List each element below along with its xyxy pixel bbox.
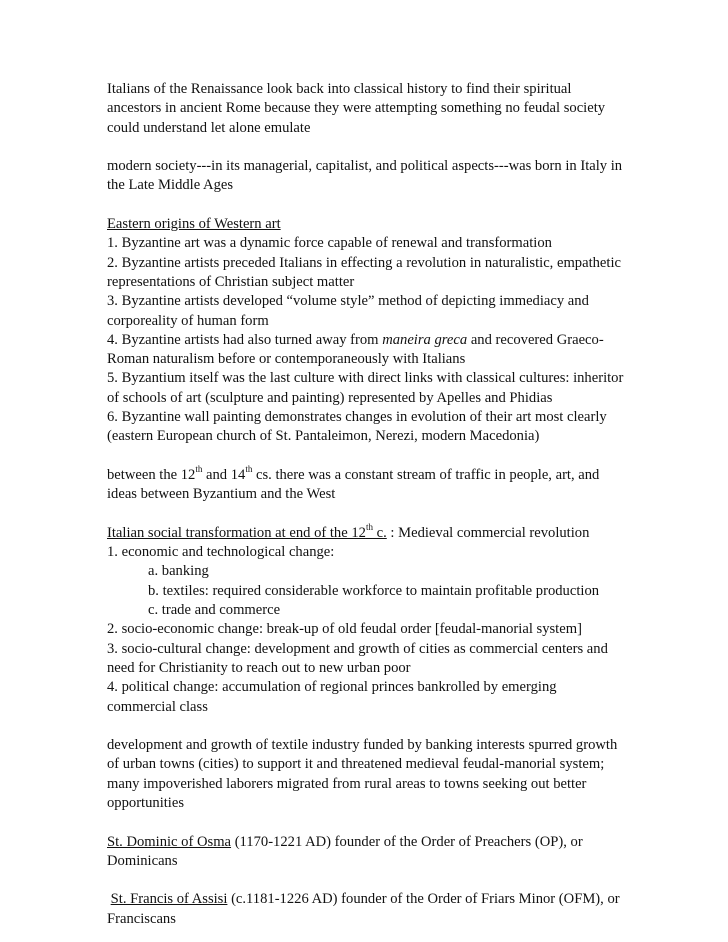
superscript-th: th — [365, 521, 373, 532]
italian-item-2: 2. socio-economic change: break-up of old feudal order [feudal-manorial system] — [107, 621, 582, 638]
eastern-item-5: 5. Byzantium itself was the last culture with direct links with classical cultures: inheritor of schools of art (sculpture and painting) represented by Apelles and Phidias — [107, 370, 624, 406]
document-page — [107, 80, 627, 929]
eastern-origins-heading: Eastern origins of Western art — [107, 216, 281, 233]
eastern-item-1: 1. Byzantine art was a dynamic force capable of renewal and transformation — [107, 235, 552, 252]
eastern-item-2: 2. Byzantine artists preceded Italians in effecting a revolution in naturalistic, empathetic representations of Christian subject matter — [107, 254, 621, 290]
traffic-text-1: between the 12 — [107, 466, 196, 483]
francis-paragraph — [107, 890, 627, 929]
eastern-item-4-text: 4. Byzantine artists had also turned away from — [107, 331, 383, 348]
dominic-paragraph — [107, 833, 627, 872]
textile-paragraph: development and growth of textile industry funded by banking interests spurred growth of urban towns (cities) to support it and threatened medieval feudal-manorial system; many impoverished laborers migrated from rural areas to towns seeking out better opportunities — [107, 737, 618, 811]
italian-item-3: 3. socio-cultural change: development and growth of cities as commercial centers and need for Christianity to reach out to new urban poor — [107, 640, 608, 676]
traffic-text-2: and 14 — [202, 466, 246, 483]
italian-heading-text: Italian social transformation at end of the 12 — [107, 524, 366, 541]
intro-paragraph: Italians of the Renaissance look back into classical history to find their spiritual ancestors in ancient Rome because they were attempting something no feudal society could understand let alone emulate — [107, 81, 606, 136]
italian-sub-c: c. trade and commerce — [148, 602, 281, 619]
traffic-text-3: cs. there was a constant stream of traffic in people, art, and ideas between Byzantium and the West — [107, 466, 600, 503]
italian-sub-b: b. textiles: required considerable workforce to maintain profitable production — [148, 582, 600, 599]
eastern-item-4-rest: and recovered Graeco-Roman naturalism before or contemporaneously with Italians — [107, 331, 604, 368]
dominic-description: (1170-1221 AD) founder of the Order of Preachers (OP), or Dominicans — [107, 833, 583, 869]
maneira-greca-term: maneira greca — [382, 331, 468, 348]
italian-heading-rest: : Medieval commercial revolution — [386, 524, 590, 541]
modern-society-paragraph: modern society---in its managerial, capitalist, and political aspects---was born in Italy in the Late Middle Ages — [107, 158, 623, 194]
italian-item-1: 1. economic and technological change: — [107, 544, 335, 561]
francis-name: St. Francis of Assisi — [110, 891, 228, 908]
italian-transformation-heading — [107, 521, 627, 543]
italian-heading-century: c. — [372, 524, 387, 541]
superscript-th: th — [245, 464, 253, 475]
italian-sub-a: a. banking — [148, 563, 209, 580]
eastern-item-4 — [107, 331, 627, 370]
dominic-name: St. Dominic of Osma — [107, 833, 232, 850]
traffic-paragraph — [107, 466, 627, 505]
superscript-th: th — [195, 464, 203, 475]
francis-description: (c.1181-1226 AD) founder of the Order of Friars Minor (OFM), or Franciscans — [107, 891, 624, 927]
eastern-item-6: 6. Byzantine wall painting demonstrates changes in evolution of their art most clearly (eastern European church of St. Pantaleimon, Nerezi, modern Macedonia) — [107, 409, 607, 445]
italian-heading-underlined — [107, 521, 387, 541]
eastern-item-3: 3. Byzantine artists developed “volume style” method of depicting immediacy and corporeality of human form — [107, 293, 589, 329]
italian-item-4: 4. political change: accumulation of regional princes bankrolled by emerging commercial class — [107, 679, 557, 715]
